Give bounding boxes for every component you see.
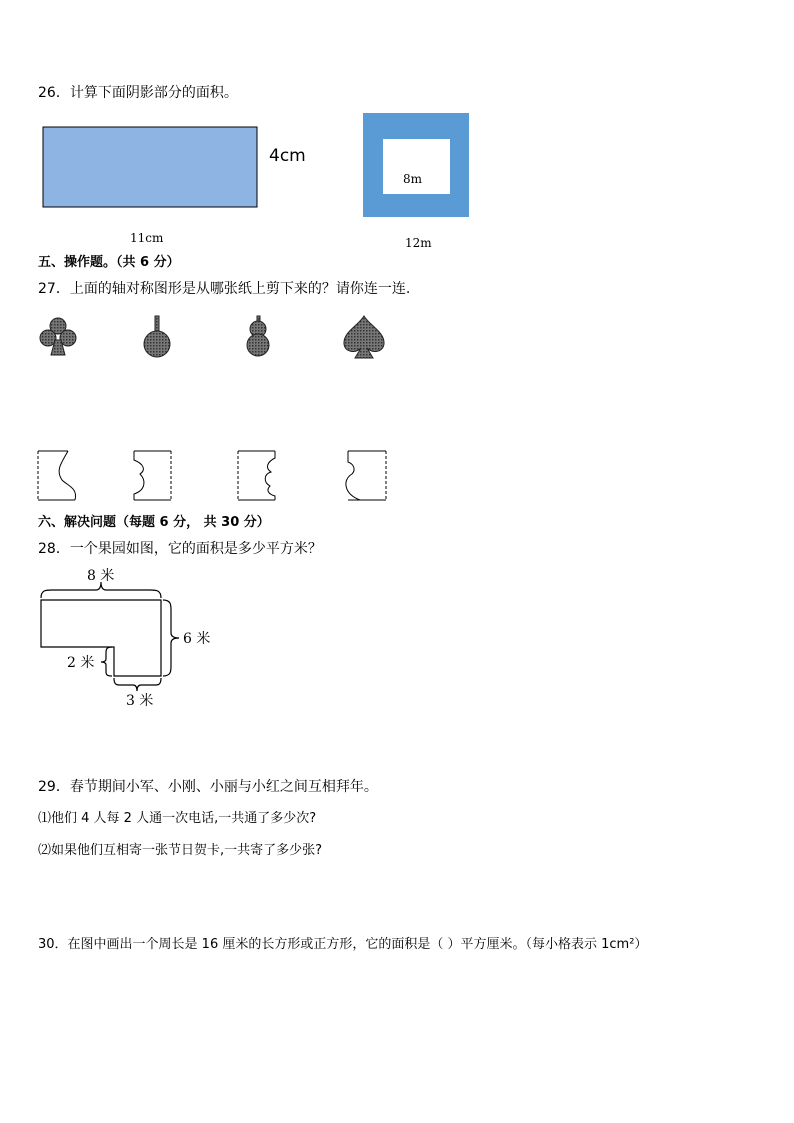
q28-text: 28．一个果园如图，它的面积是多少平方米？ <box>38 541 322 557</box>
q30-text: 30．在图中画出一个周长是 16 厘米的长方形或正方形，它的面积是（ ）平方厘米。（每小格表示 1cm²） <box>38 937 648 952</box>
right-dimension-label: 6 米 <box>183 631 211 647</box>
q27-text: 27．上面的轴对称图形是从哪张纸上剪下来的？请你连一连. <box>38 281 411 297</box>
top-dimension-label: 8 米 <box>87 568 115 584</box>
right-brace <box>163 600 179 676</box>
orchard-outline <box>41 600 161 676</box>
q29-sub2: ⑵如果他们互相寄一张节日贺卡,一共寄了多少张? <box>38 843 323 858</box>
inner-side-label: 8m <box>403 172 423 186</box>
outer-side-label: 12m <box>405 236 432 250</box>
q29-text: 29．春节期间小军、小刚、小丽与小红之间互相拜年。 <box>38 779 378 795</box>
notch-height-brace <box>101 647 112 676</box>
notch-width-brace <box>114 678 161 691</box>
rect-width-label: 11cm <box>130 231 164 245</box>
section5-heading: 五、操作题。（共 6 分） <box>38 255 180 270</box>
notch-height-label: 2 米 <box>67 655 95 671</box>
q29-sub1: ⑴他们 4 人每 2 人通一次电话,一共通了多少次? <box>38 811 317 826</box>
q26-text: 26．计算下面阴影部分的面积。 <box>38 85 238 101</box>
notch-width-label: 3 米 <box>126 693 154 709</box>
rect-height-label: 4cm <box>269 146 306 166</box>
section6-heading: 六、解决问题（每题 6 分， 共 30 分） <box>38 515 270 530</box>
